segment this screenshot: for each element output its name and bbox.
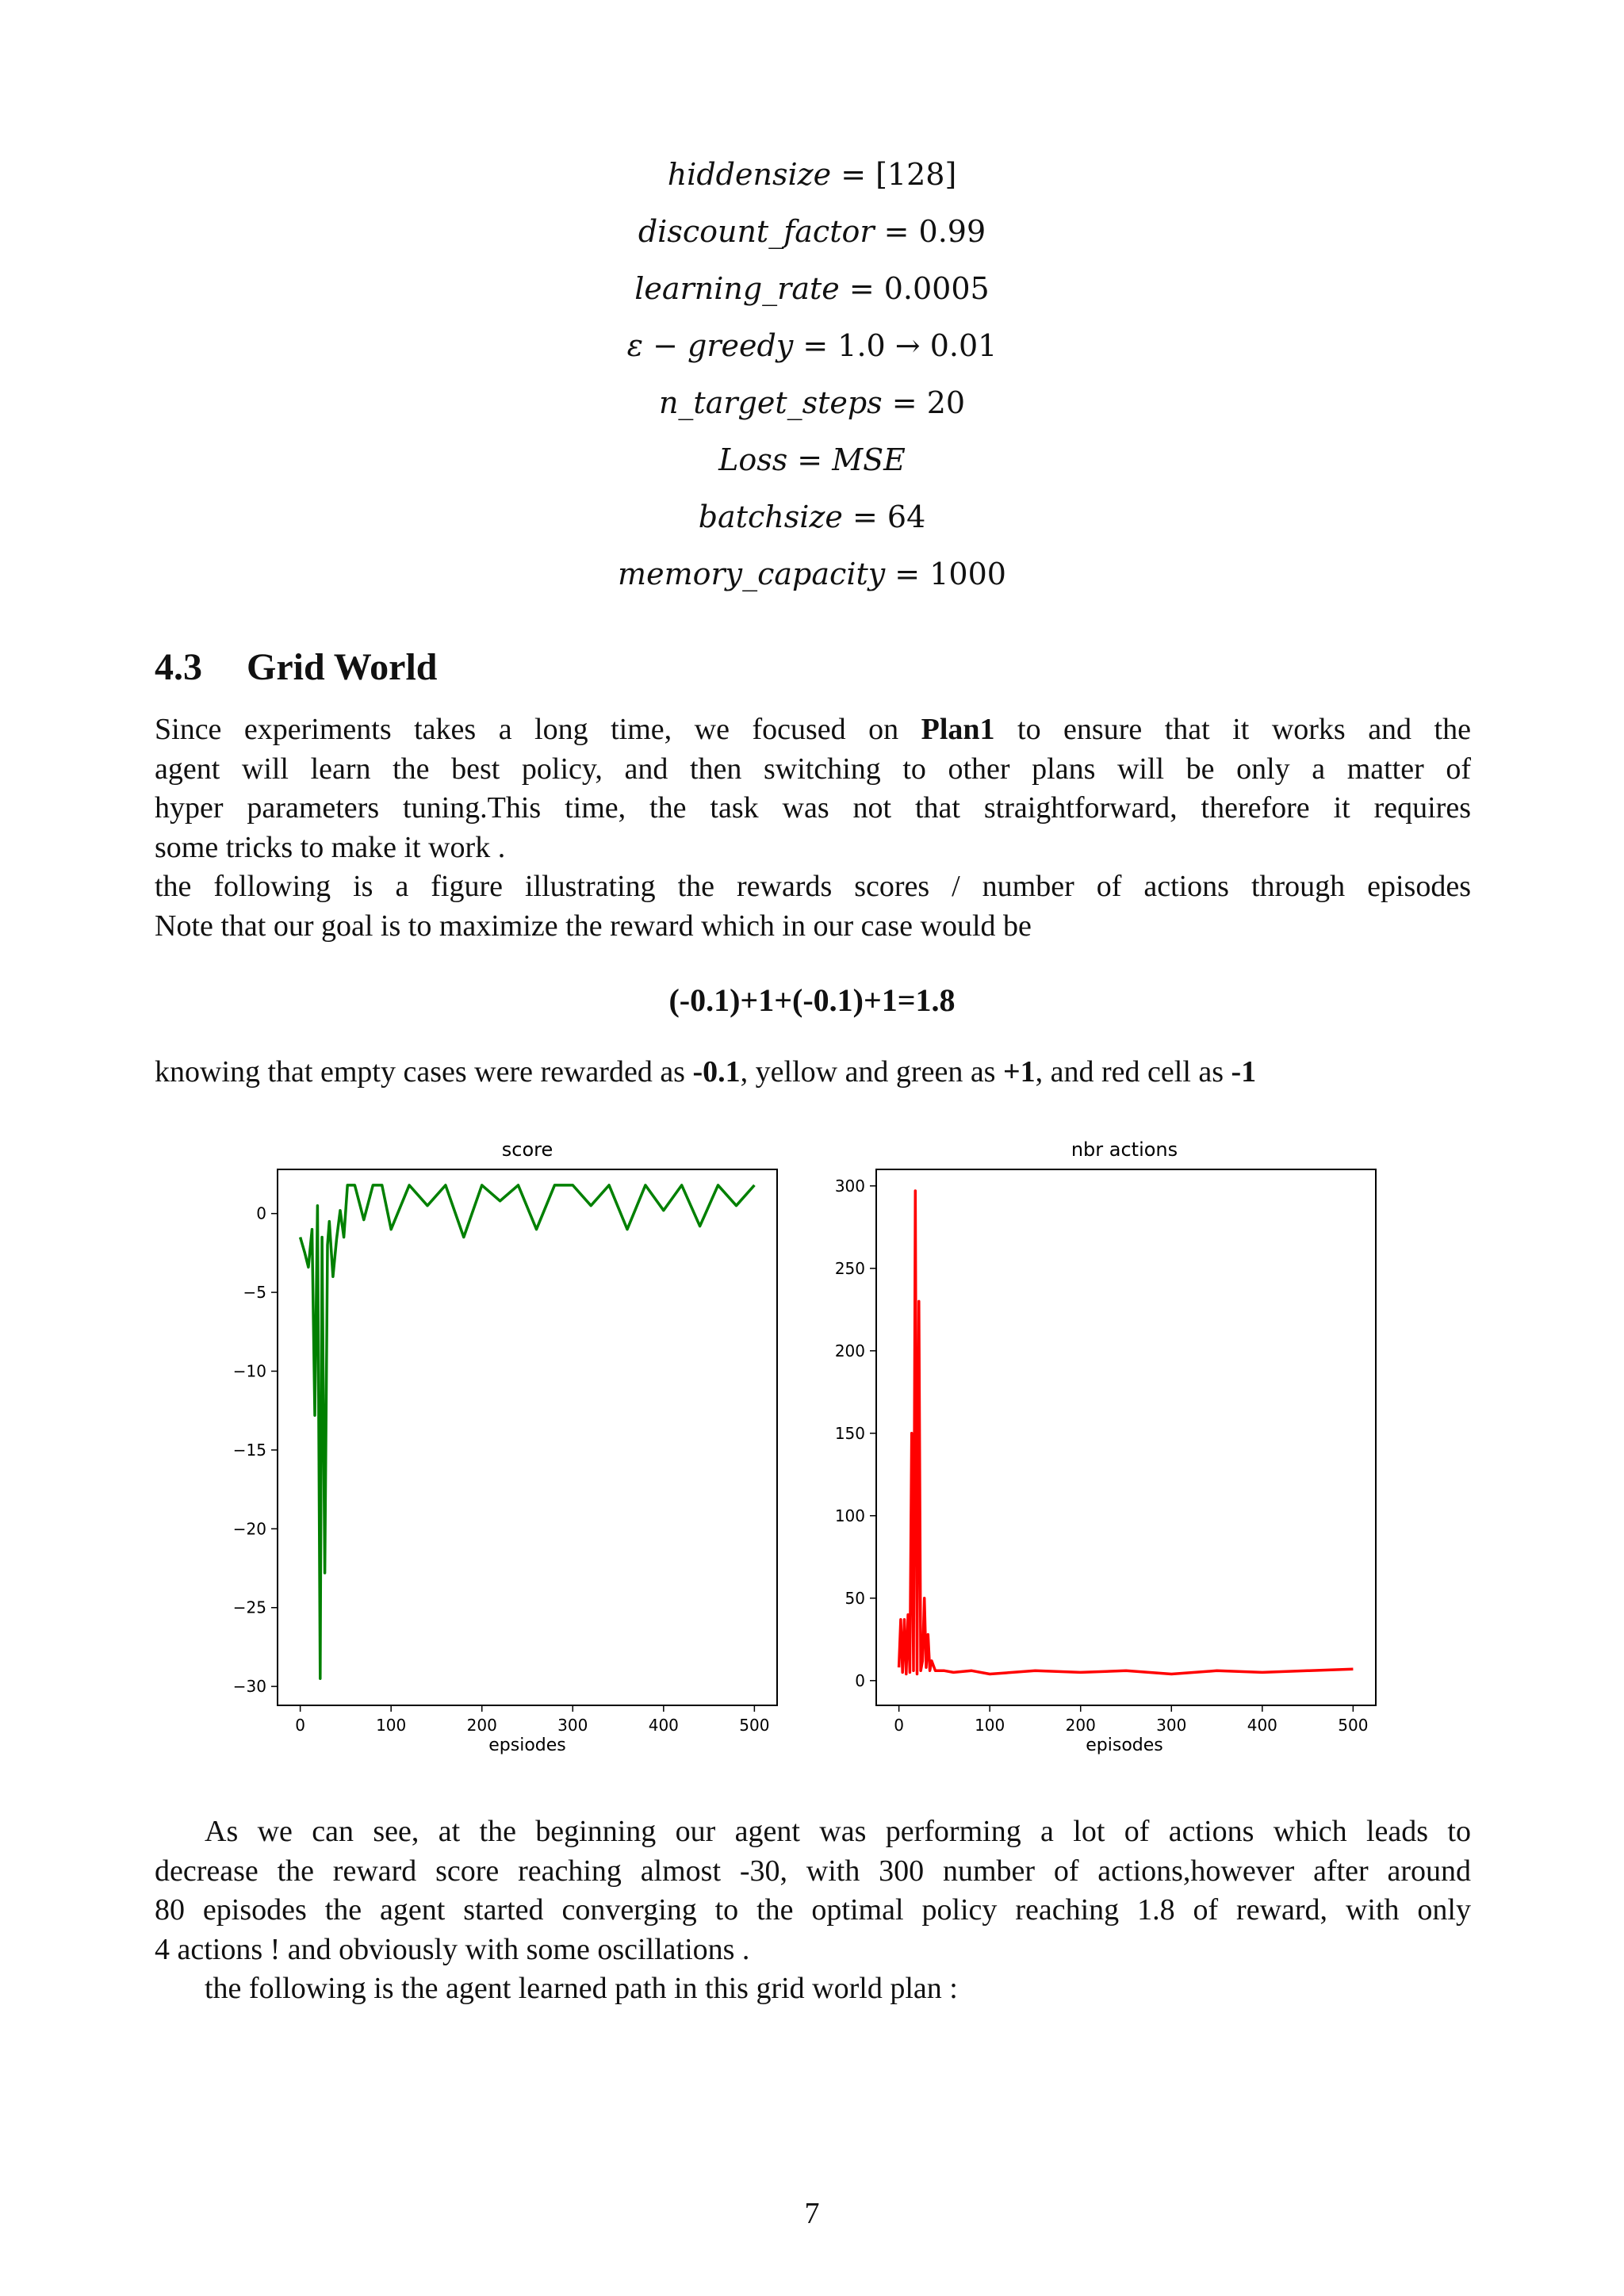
y-tick-label: −5 bbox=[243, 1283, 266, 1303]
y-tick-label: −15 bbox=[232, 1440, 266, 1460]
x-tick-label: 0 bbox=[894, 1716, 905, 1735]
figure-charts bbox=[0, 1110, 1624, 1776]
actions-chart-xlabel: episodes bbox=[1086, 1735, 1163, 1755]
paragraph-rewards bbox=[155, 1053, 1471, 1093]
actions-chart-y-ticks bbox=[835, 1177, 876, 1690]
equation-loss: Loss = MSE bbox=[718, 442, 906, 477]
y-tick-label: −25 bbox=[232, 1598, 266, 1617]
paragraph-analysis bbox=[155, 1812, 1471, 2009]
x-tick-label: 0 bbox=[295, 1716, 306, 1735]
reward-formula: (-0.1)+1+(-0.1)+1=1.8 bbox=[668, 982, 956, 1018]
x-tick-label: 400 bbox=[1247, 1716, 1277, 1735]
equation-epsilon-greedy: ε − greedy = 1.0 → 0.01 bbox=[626, 328, 998, 363]
y-tick-label: 0 bbox=[855, 1670, 865, 1690]
x-tick-label: 500 bbox=[739, 1716, 770, 1735]
x-tick-label: 300 bbox=[1156, 1716, 1187, 1735]
score-chart-y-ticks bbox=[233, 1204, 278, 1696]
x-tick-label: 500 bbox=[1338, 1716, 1369, 1735]
actions-chart-x-ticks bbox=[894, 1705, 1368, 1735]
score-chart-xlabel: epsiodes bbox=[488, 1735, 566, 1755]
score-chart-frame bbox=[278, 1169, 777, 1705]
equation-memory-capacity: memory_capacity = 1000 bbox=[618, 557, 1006, 591]
x-tick-label: 100 bbox=[975, 1716, 1005, 1735]
score-chart bbox=[233, 1138, 777, 1755]
equation-hiddensize: hiddensize = [128] bbox=[667, 157, 957, 192]
equation-discount-factor: discount_factor = 0.99 bbox=[638, 214, 986, 249]
score-chart-x-ticks bbox=[295, 1705, 769, 1735]
section-title: Grid World bbox=[247, 646, 438, 688]
y-tick-label: 250 bbox=[834, 1258, 865, 1278]
y-tick-label: 300 bbox=[834, 1176, 865, 1196]
y-tick-label: 200 bbox=[834, 1341, 865, 1360]
para1-line3: hyper parameters tuning.This time, the task was not that straightforward, therefore it requires bbox=[155, 791, 1471, 825]
y-tick-label: 0 bbox=[256, 1203, 266, 1223]
para3-line2: decrease the reward score reaching almost -30, with 300 number of actions,however after around bbox=[155, 1854, 1471, 1888]
x-tick-label: 100 bbox=[376, 1716, 407, 1735]
x-tick-label: 300 bbox=[557, 1716, 588, 1735]
x-tick-label: 400 bbox=[648, 1716, 679, 1735]
para3-line3: 80 episodes the agent started converging to the optimal policy reaching 1.8 of reward, with only bbox=[155, 1893, 1471, 1927]
y-tick-label: 150 bbox=[834, 1423, 865, 1443]
para3-line5: the following is the agent learned path in this grid world plan : bbox=[205, 1972, 958, 2006]
equation-learning-rate: learning_rate = 0.0005 bbox=[634, 271, 990, 306]
paragraph-intro bbox=[155, 710, 1471, 947]
actions-chart bbox=[835, 1138, 1376, 1755]
y-tick-label: −10 bbox=[232, 1361, 266, 1381]
actions-chart-frame bbox=[876, 1169, 1376, 1705]
x-tick-label: 200 bbox=[1065, 1716, 1096, 1735]
para1-line1: Since experiments takes a long time, we focused on Plan1 to ensure that it works and the bbox=[155, 713, 1471, 746]
para1-line4: some tricks to make it work . bbox=[155, 830, 506, 864]
y-tick-label: 100 bbox=[834, 1506, 865, 1525]
para1-line6: Note that our goal is to maximize the reward which in our case would be bbox=[155, 909, 1032, 943]
equation-batchsize: batchsize = 64 bbox=[698, 499, 926, 534]
section-heading bbox=[155, 645, 438, 689]
score-chart-title: score bbox=[501, 1138, 553, 1161]
para3-line4: 4 actions ! and obviously with some oscillations . bbox=[155, 1932, 750, 1966]
page-number: 7 bbox=[804, 2197, 820, 2230]
actions-chart-title: nbr actions bbox=[1071, 1138, 1178, 1161]
y-tick-label: −30 bbox=[232, 1677, 266, 1697]
para2-line: knowing that empty cases were rewarded as -0.1, yellow and green as +1, and red cell as -1 bbox=[155, 1055, 1257, 1089]
para1-line5: the following is a figure illustrating the rewards scores / number of actions through episodes bbox=[155, 870, 1471, 904]
equation-n-target-steps: n_target_steps = 20 bbox=[658, 385, 966, 420]
section-number: 4.3 bbox=[155, 646, 202, 688]
para3-line1: As we can see, at the beginning our agent was performing a lot of actions which leads to bbox=[205, 1815, 1471, 1848]
y-tick-label: −20 bbox=[232, 1519, 266, 1539]
x-tick-label: 200 bbox=[466, 1716, 497, 1735]
para1-line2: agent will learn the best policy, and then switching to other plans will be only a matter of bbox=[155, 752, 1471, 786]
y-tick-label: 50 bbox=[845, 1588, 865, 1608]
